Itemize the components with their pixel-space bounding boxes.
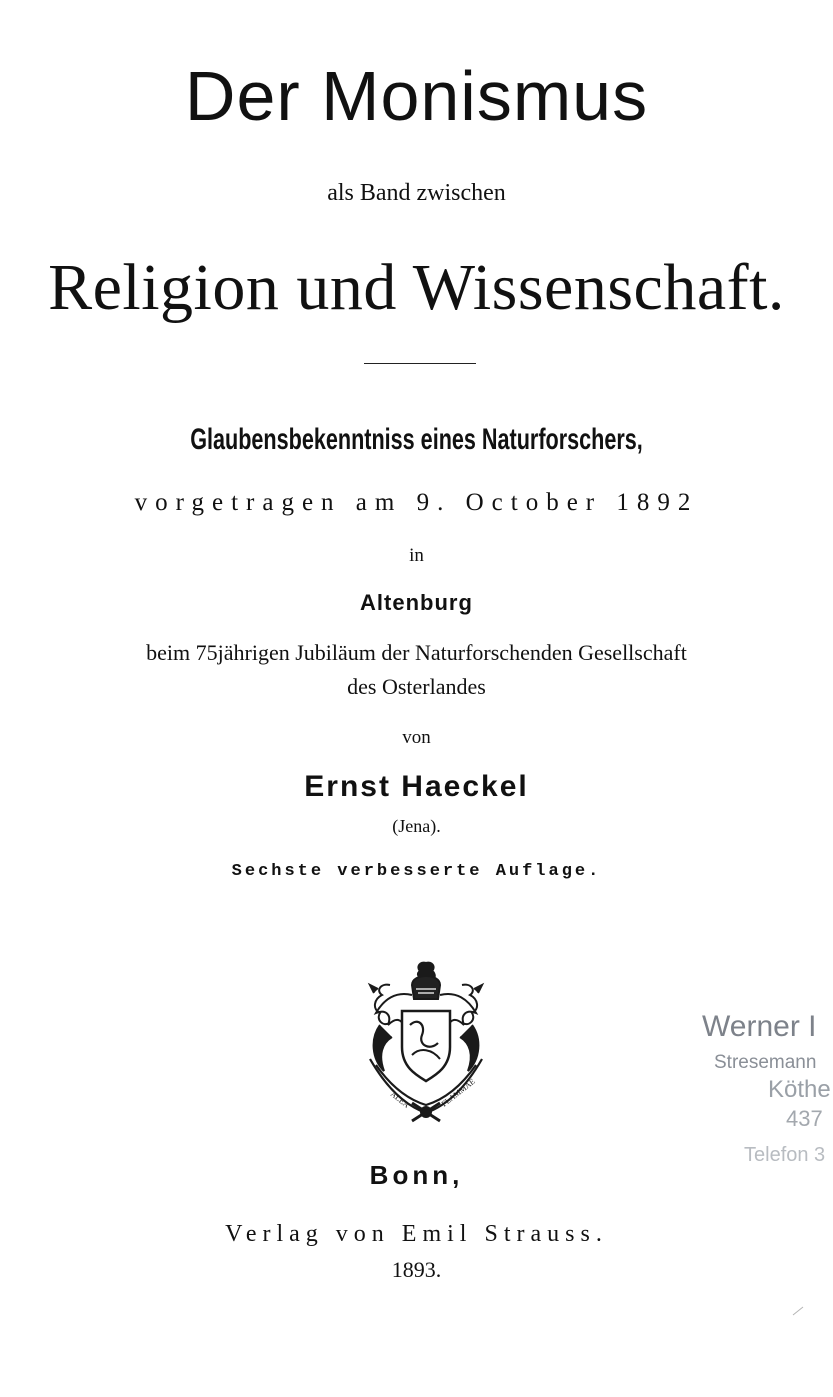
title-subject: Religion und Wissenschaft.: [48, 251, 785, 324]
subtitle-confession: Glaubensbekenntniss eines Naturforschers,: [190, 423, 643, 456]
imprint-city: Bonn,: [369, 1160, 464, 1190]
stamp-phone: Telefon 3: [744, 1144, 826, 1166]
pencil-mark-icon: [792, 1306, 804, 1316]
stamp-zip: 437: [786, 1106, 823, 1131]
stamp-name: Werner I: [702, 1010, 817, 1043]
author-name: Ernst Haeckel: [304, 770, 529, 803]
author-prefix: von: [402, 727, 431, 748]
divider-rule: [364, 363, 476, 364]
preposition-in: in: [409, 545, 424, 566]
crest-motto-left: ALEA: [388, 1089, 412, 1110]
imprint-publisher: Verlag von Emil Strauss.: [225, 1221, 608, 1247]
occasion-line-1: beim 75jährigen Jubiläum der Naturforschenden Gesellschaft: [146, 640, 687, 665]
title-connector: als Band zwischen: [327, 180, 506, 206]
imprint-year: 1893.: [391, 1257, 442, 1282]
publisher-crest-icon: [356, 955, 496, 1127]
edition-note: Sechste verbesserte Auflage.: [231, 862, 602, 881]
stamp-street: Stresemann: [714, 1052, 817, 1073]
stamp-city: Köthe: [768, 1076, 831, 1103]
lecture-date: vorgetragen am 9. October 1892: [134, 489, 699, 516]
occasion-line-2: des Osterlandes: [347, 674, 486, 699]
crest-motto-right: FLAMMAE: [439, 1076, 477, 1109]
lecture-place: Altenburg: [360, 590, 473, 615]
author-city: (Jena).: [392, 816, 441, 836]
ownership-stamp: [700, 1010, 833, 1180]
main-title: Der Monismus: [184, 57, 649, 135]
